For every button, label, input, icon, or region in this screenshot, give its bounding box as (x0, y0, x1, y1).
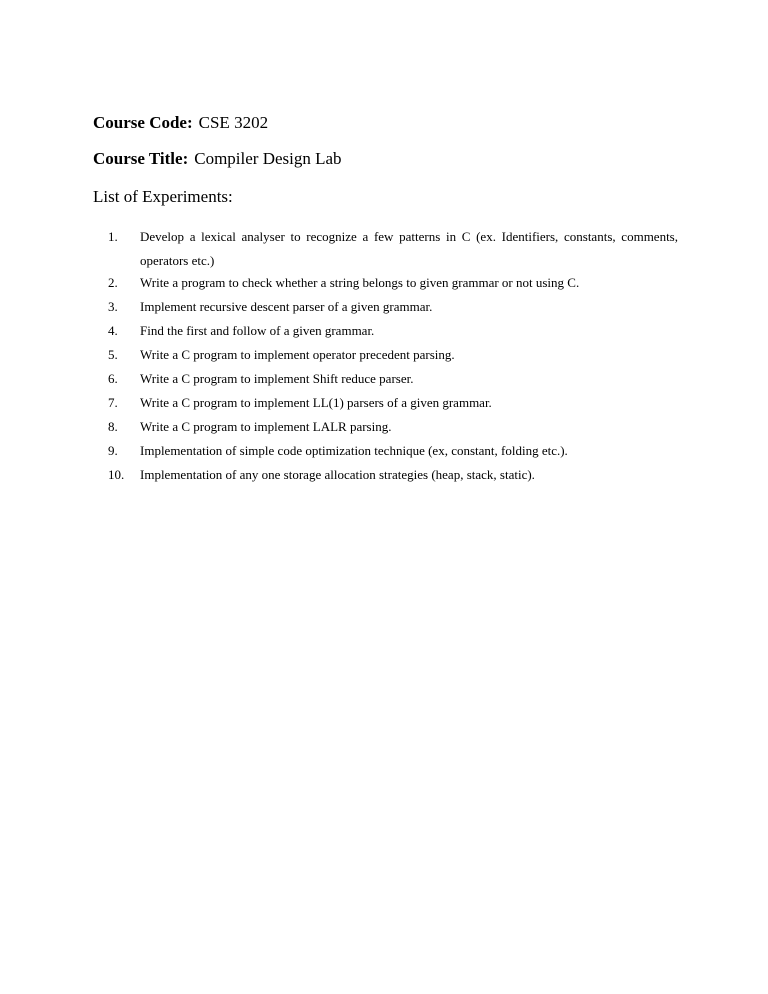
experiment-number: 2. (108, 275, 118, 290)
experiment-text: Write a C program to implement LALR parsing. (140, 419, 392, 434)
experiment-number: 1. (108, 229, 118, 244)
experiment-text: Find the first and follow of a given grammar. (140, 323, 375, 338)
course-code-value: CSE 3202 (198, 113, 269, 132)
experiment-item-6 (108, 369, 678, 389)
course-title-value: Compiler Design Lab (194, 149, 342, 168)
experiment-item-10 (108, 465, 678, 485)
experiment-number: 7. (108, 395, 118, 410)
course-code-line (93, 113, 268, 133)
experiment-item-4 (108, 321, 678, 341)
experiment-item-9 (108, 441, 678, 461)
experiment-number: 9. (108, 443, 118, 458)
experiment-item-7 (108, 393, 678, 413)
experiments-list (108, 227, 678, 489)
experiment-item-1 (108, 225, 678, 273)
experiment-number: 4. (108, 323, 118, 338)
experiment-text: Implement recursive descent parser of a given grammar. (140, 299, 433, 314)
experiment-text: Write a program to check whether a string belongs to given grammar or not using C. (140, 275, 580, 290)
experiment-item-2 (108, 273, 678, 293)
experiment-text: Write a C program to implement LL(1) parsers of a given grammar. (140, 395, 492, 410)
experiment-number: 8. (108, 419, 118, 434)
experiment-text: Implementation of simple code optimization technique (ex, constant, folding etc.). (140, 443, 568, 458)
experiments-list-title: List of Experiments: (93, 187, 233, 206)
experiment-text: Write a C program to implement operator precedent parsing. (140, 347, 455, 362)
experiment-item-3 (108, 297, 678, 317)
experiment-number: 6. (108, 371, 118, 386)
experiment-number: 10. (108, 467, 125, 482)
experiment-item-5 (108, 345, 678, 365)
course-code-label: Course Code: (93, 113, 193, 132)
experiment-number: 3. (108, 299, 118, 314)
course-title-line (93, 149, 342, 169)
experiment-number: 5. (108, 347, 118, 362)
experiment-text: Develop a lexical analyser to recognize a few patterns in C (ex. Identifiers, constants, comments, operators etc.) (140, 229, 678, 268)
experiment-item-8 (108, 417, 678, 437)
experiment-text: Implementation of any one storage allocation strategies (heap, stack, static). (140, 467, 535, 482)
course-title-label: Course Title: (93, 149, 189, 168)
experiment-text: Write a C program to implement Shift reduce parser. (140, 371, 414, 386)
